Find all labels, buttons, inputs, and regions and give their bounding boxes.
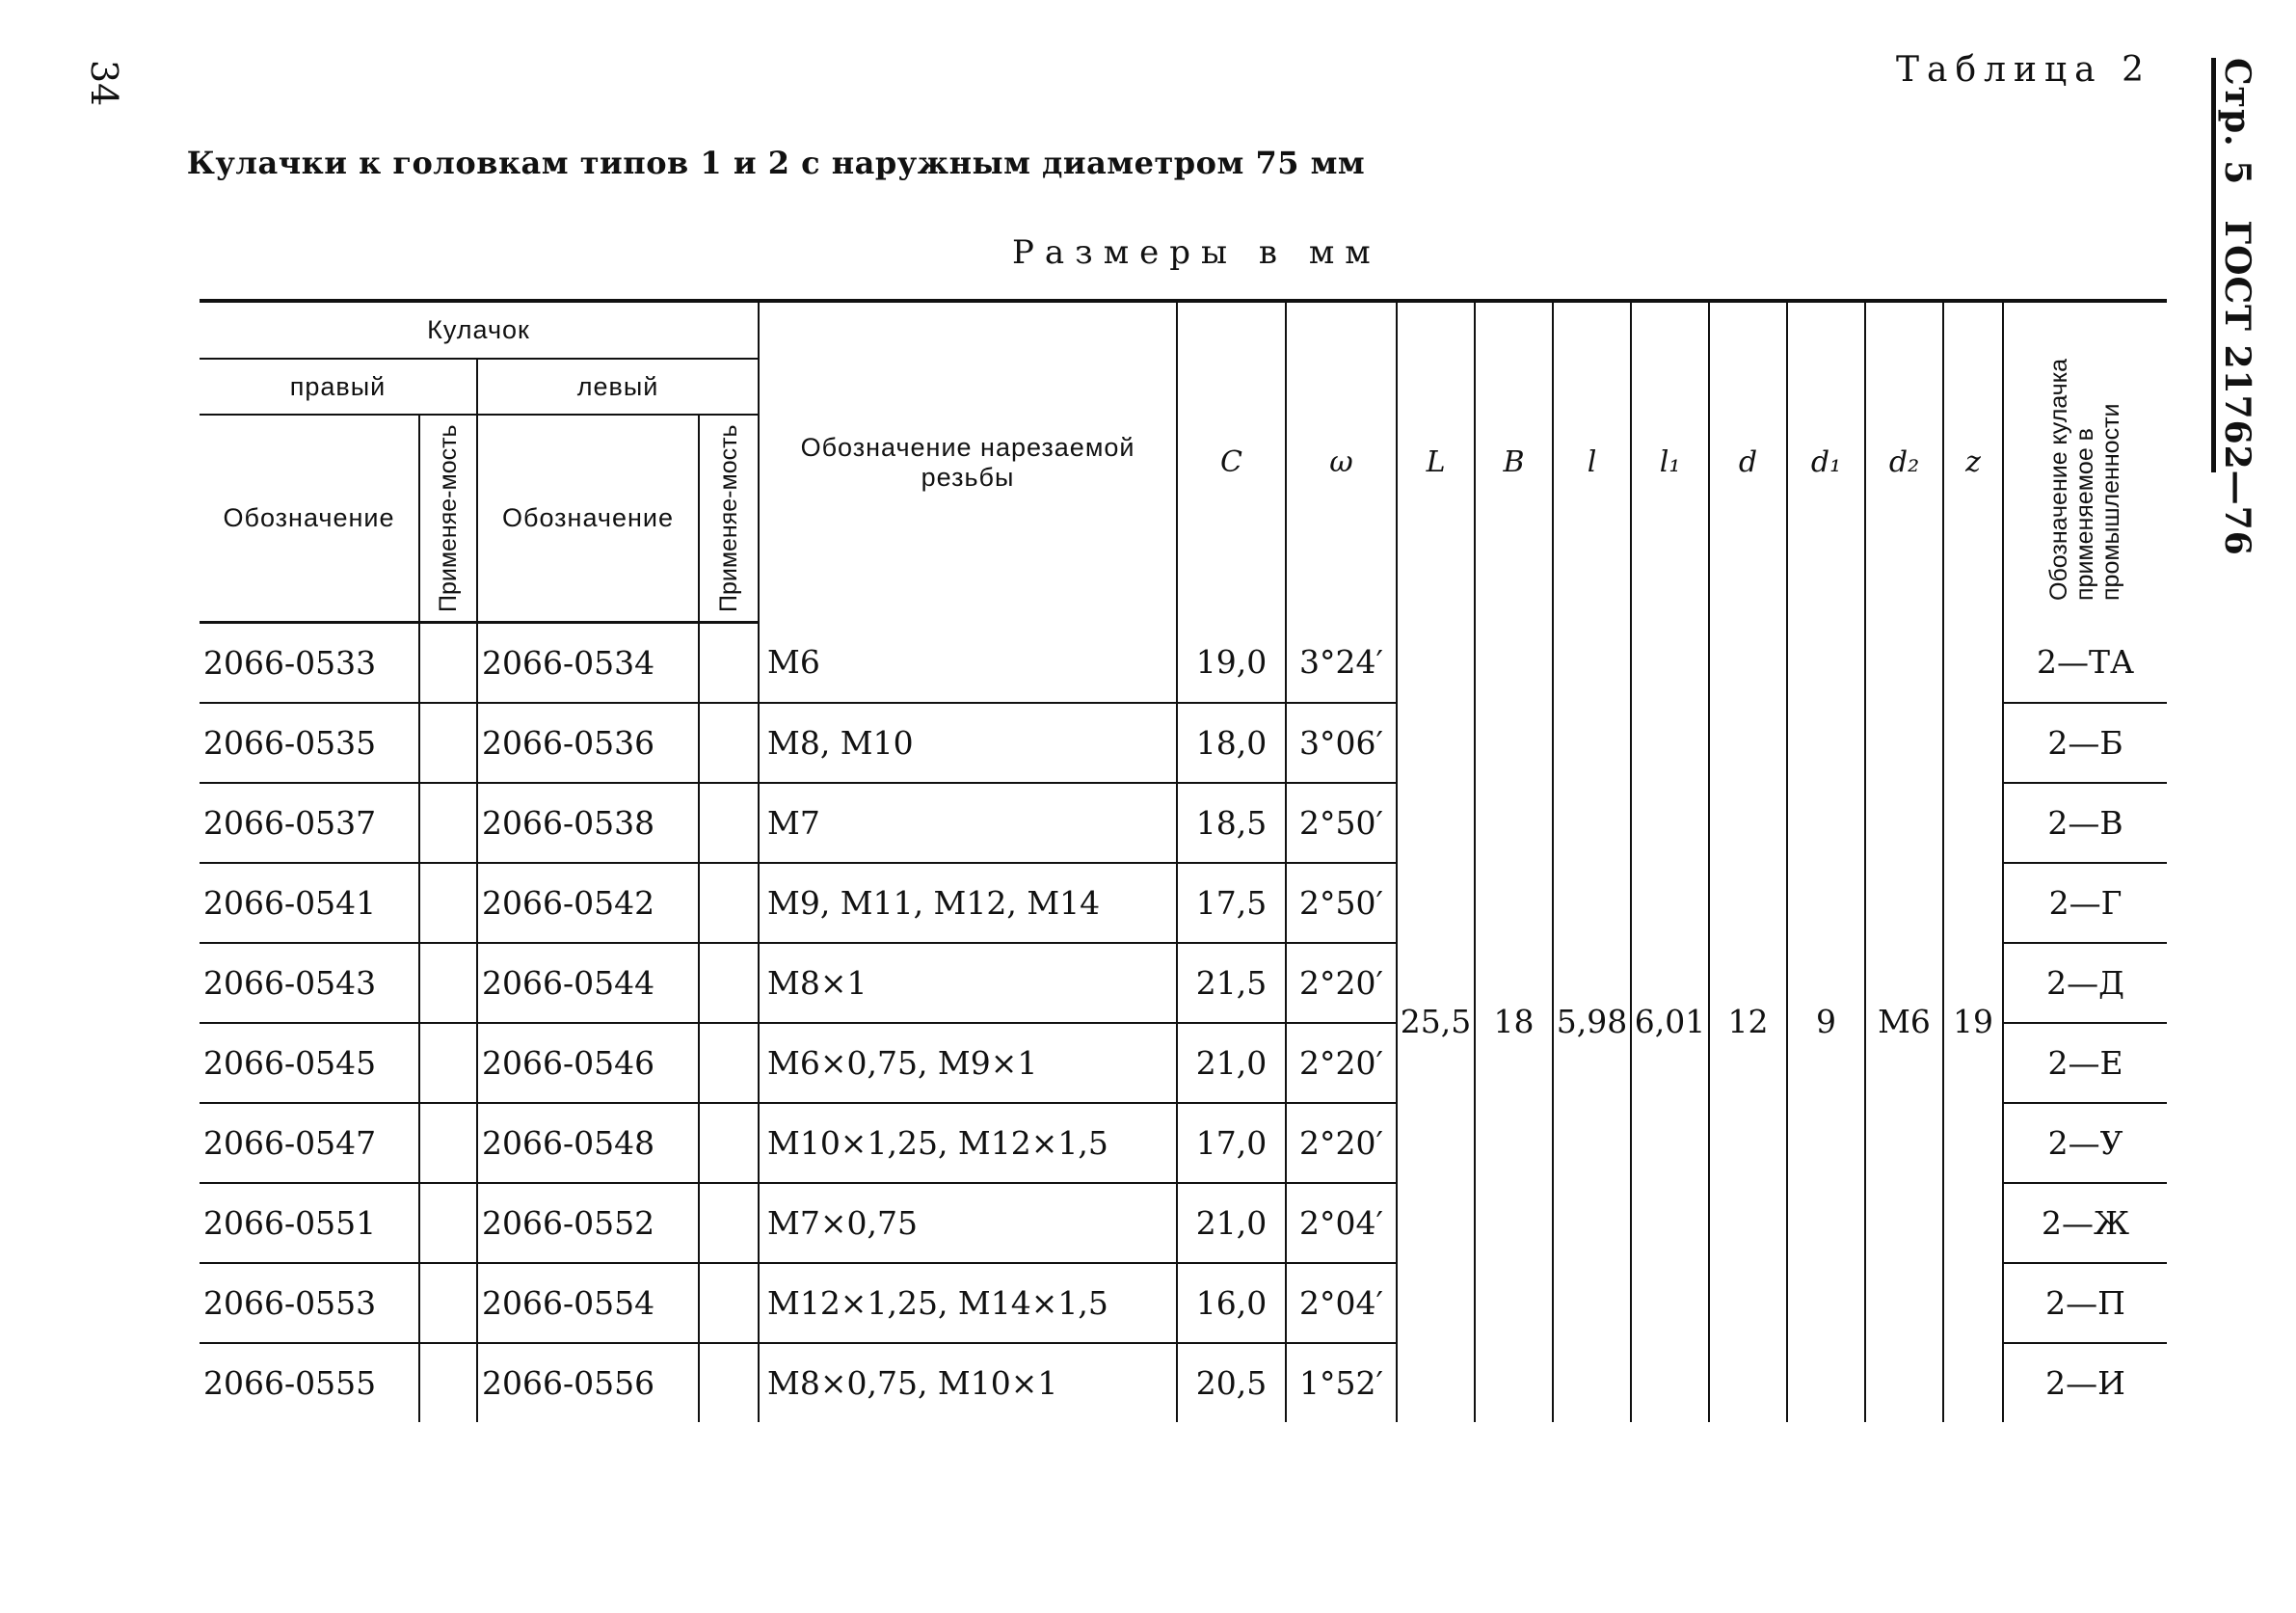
header-omega-label: ω <box>1329 445 1353 479</box>
side-rule <box>2211 58 2216 472</box>
left-designation: 2066-0538 <box>477 783 699 863</box>
value-omega: 2°50′ <box>1286 863 1397 943</box>
header-industry <box>2003 301 2167 622</box>
thread: M7 <box>759 783 1177 863</box>
right-designation: 2066-0545 <box>200 1023 419 1103</box>
header-C <box>1177 301 1286 622</box>
value-C: 19,0 <box>1177 622 1286 703</box>
right-applicability <box>419 1343 477 1422</box>
right-designation: 2066-0537 <box>200 783 419 863</box>
value-C: 21,5 <box>1177 943 1286 1023</box>
header-thread: Обозначение нарезаемой резьбы <box>759 301 1177 622</box>
header-l <box>1553 301 1631 622</box>
left-designation: 2066-0542 <box>477 863 699 943</box>
left-designation: 2066-0534 <box>477 622 699 703</box>
value-d2: M6 <box>1865 622 1943 1422</box>
industry-designation: 2—В <box>2003 783 2167 863</box>
right-applicability <box>419 783 477 863</box>
left-designation: 2066-0544 <box>477 943 699 1023</box>
page-number: 34 <box>83 60 125 107</box>
left-designation: 2066-0536 <box>477 703 699 783</box>
table-label: Таблица 2 <box>1896 50 2151 90</box>
table-row <box>200 622 2167 703</box>
left-applicability <box>699 943 759 1023</box>
left-designation: 2066-0554 <box>477 1263 699 1343</box>
value-l1: 6,01 <box>1631 622 1709 1422</box>
value-C: 16,0 <box>1177 1263 1286 1343</box>
value-d1: 9 <box>1787 622 1865 1422</box>
value-omega: 2°20′ <box>1286 1023 1397 1103</box>
value-omega: 2°50′ <box>1286 783 1397 863</box>
table-title <box>0 145 2296 181</box>
value-C: 18,0 <box>1177 703 1286 783</box>
value-omega: 3°06′ <box>1286 703 1397 783</box>
right-designation: 2066-0533 <box>200 622 419 703</box>
right-applicability <box>419 943 477 1023</box>
side-header <box>2217 58 2257 556</box>
left-applicability <box>699 1263 759 1343</box>
cam-table <box>200 299 2167 1422</box>
header-l1-label: l₁ <box>1659 445 1681 479</box>
industry-designation: 2—У <box>2003 1103 2167 1183</box>
thread: M6 <box>759 622 1177 703</box>
header-z <box>1943 301 2003 622</box>
header-L-label: L <box>1426 445 1446 479</box>
left-applicability <box>699 1343 759 1422</box>
industry-designation: 2—П <box>2003 1263 2167 1343</box>
value-d: 12 <box>1709 622 1787 1422</box>
header-right-designation: Обозначение <box>200 415 419 622</box>
left-applicability <box>699 1023 759 1103</box>
industry-designation: 2—Д <box>2003 943 2167 1023</box>
value-C: 21,0 <box>1177 1183 1286 1263</box>
header-d <box>1709 301 1787 622</box>
industry-designation: 2—Г <box>2003 863 2167 943</box>
value-z: 19 <box>1943 622 2003 1422</box>
header-L <box>1397 301 1475 622</box>
right-designation: 2066-0541 <box>200 863 419 943</box>
right-applicability <box>419 1183 477 1263</box>
thread: M8×1 <box>759 943 1177 1023</box>
right-designation: 2066-0543 <box>200 943 419 1023</box>
industry-designation: 2—ТА <box>2003 622 2167 703</box>
left-applicability <box>699 863 759 943</box>
right-applicability <box>419 1103 477 1183</box>
header-left: левый <box>477 359 759 415</box>
left-designation: 2066-0546 <box>477 1023 699 1103</box>
left-designation: 2066-0552 <box>477 1183 699 1263</box>
thread: M6×0,75, M9×1 <box>759 1023 1177 1103</box>
right-applicability <box>419 703 477 783</box>
header-right: правый <box>200 359 477 415</box>
thread: M12×1,25, M14×1,5 <box>759 1263 1177 1343</box>
industry-designation: 2—Е <box>2003 1023 2167 1103</box>
side-page-ref: Стр. 5 <box>2217 58 2257 186</box>
table-title-text: Кулачки к головкам типов 1 и 2 с наружным диаметром 75 мм <box>186 145 1366 181</box>
header-omega <box>1286 301 1397 622</box>
side-standard: ГОСТ 21762—76 <box>2217 220 2257 556</box>
header-d1-label: d₁ <box>1810 445 1842 479</box>
industry-designation: 2—И <box>2045 1363 2125 1402</box>
header-z-label: z <box>1965 445 1981 479</box>
value-omega: 2°04′ <box>1286 1263 1397 1343</box>
header-right-applicability-label: Применяе-мость <box>434 424 462 613</box>
right-applicability <box>419 622 477 703</box>
right-designation: 2066-0551 <box>200 1183 419 1263</box>
header-d1 <box>1787 301 1865 622</box>
value-omega: 2°20′ <box>1286 943 1397 1023</box>
left-applicability <box>699 783 759 863</box>
header-kulachok: Кулачок <box>200 301 759 359</box>
right-applicability <box>419 1023 477 1103</box>
left-designation: 2066-0548 <box>477 1103 699 1183</box>
header-B <box>1475 301 1553 622</box>
right-designation: 2066-0535 <box>200 703 419 783</box>
thread: M8, M10 <box>759 703 1177 783</box>
thread: M10×1,25, M12×1,5 <box>759 1103 1177 1183</box>
left-applicability <box>699 622 759 703</box>
thread: M8×0,75, M10×1 <box>759 1343 1177 1422</box>
left-designation: 2066-0556 <box>477 1343 699 1422</box>
right-designation: 2066-0547 <box>200 1103 419 1183</box>
header-left-designation: Обозначение <box>477 415 699 622</box>
header-l-label: l <box>1587 445 1597 479</box>
thread: M7×0,75 <box>759 1183 1177 1263</box>
value-omega: 2°04′ <box>1286 1183 1397 1263</box>
value-C: 20,5 <box>1177 1343 1286 1422</box>
header-d2-label: d₂ <box>1888 445 1920 479</box>
thread: M9, M11, M12, M14 <box>759 863 1177 943</box>
header-d-label: d <box>1738 445 1758 479</box>
value-B: 18 <box>1475 622 1553 1422</box>
value-C: 21,0 <box>1177 1023 1286 1103</box>
value-l: 5,98 <box>1553 622 1631 1422</box>
value-C: 17,0 <box>1177 1103 1286 1183</box>
header-l1 <box>1631 301 1709 622</box>
left-applicability <box>699 1103 759 1183</box>
left-applicability <box>699 1183 759 1263</box>
header-right-applicability <box>419 415 477 622</box>
header-d2 <box>1865 301 1943 622</box>
industry-designation: 2—Ж <box>2003 1183 2167 1263</box>
right-applicability <box>419 1263 477 1343</box>
value-omega: 1°52′ <box>1286 1343 1397 1422</box>
value-C: 17,5 <box>1177 863 1286 943</box>
value-L: 25,5 <box>1397 622 1475 1422</box>
right-designation: 2066-0553 <box>200 1263 419 1343</box>
header-C-label: C <box>1220 445 1243 479</box>
right-designation: 2066-0555 <box>200 1343 419 1422</box>
value-C: 18,5 <box>1177 783 1286 863</box>
left-applicability <box>699 703 759 783</box>
header-industry-label: Обозначение кулачка применяемое в промышленности <box>2045 358 2125 601</box>
header-left-applicability-label: Применяе-мость <box>714 424 742 613</box>
industry-designation: 2—Б <box>2003 703 2167 783</box>
right-applicability <box>419 863 477 943</box>
value-omega: 2°20′ <box>1286 1103 1397 1183</box>
value-omega: 3°24′ <box>1286 622 1397 703</box>
units-caption: Размеры в мм <box>1012 233 1381 272</box>
header-left-applicability <box>699 415 759 622</box>
header-B-label: B <box>1503 445 1525 479</box>
